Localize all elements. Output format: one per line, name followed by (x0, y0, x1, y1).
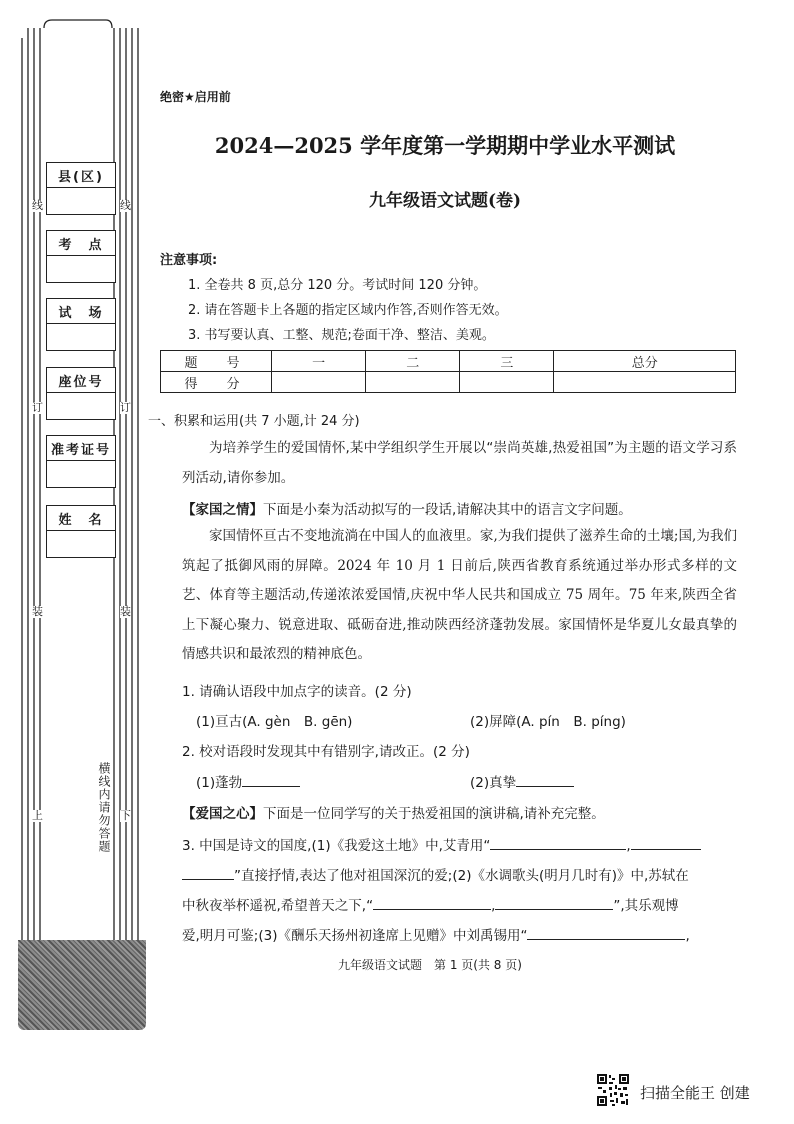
comma: , (685, 928, 690, 944)
seat-number-label: 座位号 (47, 368, 115, 393)
question-2-item-a (196, 771, 300, 791)
admission-number-field (46, 435, 116, 488)
name-field (46, 505, 116, 558)
comma: , (626, 838, 631, 854)
score-table (160, 350, 736, 393)
exam-room-field (46, 298, 116, 351)
part-2-text: 下面是一位同学写的关于热爱祖国的演讲稿,请补充完整。 (263, 806, 605, 822)
part-1-text: 下面是小秦为活动拟写的一段话,请解决其中的语言文字问题。 (263, 502, 632, 518)
comma: , (491, 898, 496, 914)
instruction-item: 2. 请在答题卡上各题的指定区域内作答,否则作答无效。 (188, 303, 508, 318)
mark-down: 下 (120, 809, 131, 822)
cut-mark-zhuang-left: 装 (32, 605, 43, 618)
question-1-option-a: (1)亘古(A. gèn B. gēn) (196, 714, 353, 730)
part-1-heading (182, 498, 632, 518)
instructions (160, 248, 508, 348)
scan-shadow (18, 940, 146, 1030)
exam-room-label: 试 场 (47, 299, 115, 324)
instructions-heading: 注意事项: (160, 253, 218, 268)
answer-blank[interactable] (182, 865, 234, 880)
question-3-text: ”直接抒情,表达了他对祖国深沉的爱;(2)《水调歌头(明月几时有)》中,苏轼在 (234, 868, 689, 884)
cut-mark-line-right: 线 (120, 199, 131, 212)
question-2-word-b: (2)真挚 (470, 775, 517, 791)
answer-blank[interactable] (490, 835, 626, 850)
cell-total: 总分 (554, 351, 736, 372)
instruction-item: 3. 书写要认真、工整、规范;卷面干净、整洁、美观。 (188, 328, 495, 343)
name-label: 姓 名 (47, 506, 115, 531)
question-3-line-4 (182, 924, 690, 944)
answer-blank[interactable] (516, 772, 574, 787)
scanner-watermark: 扫描全能王 创建 (640, 1084, 750, 1102)
cut-mark-ding-right: 订 (120, 401, 131, 414)
question-2-item-b (470, 771, 574, 791)
question-3-text: ”,其乐观博 (613, 898, 679, 914)
cell-score-2 (366, 372, 460, 393)
instruction-item: 1. 全卷共 8 页,总分 120 分。考试时间 120 分钟。 (188, 278, 487, 293)
cell-part-1: 一 (272, 351, 366, 372)
mark-up: 上 (32, 809, 43, 822)
cell-score-label: 得 分 (161, 372, 272, 393)
county-field (46, 162, 116, 215)
page-footer: 九年级语文试题 第 1 页(共 8 页) (338, 958, 522, 972)
question-3-line-3 (182, 894, 679, 914)
question-1: 1. 请确认语段中加点字的读音。(2 分) (182, 684, 412, 700)
exam-title: 2024—2025 学年度第一学期期中学业水平测试 (214, 133, 676, 158)
exam-subtitle: 九年级语文试题(卷) (368, 191, 522, 211)
cell-score-3 (460, 372, 554, 393)
part-2-title: 【爱国之心】 (182, 806, 263, 822)
cell-part-2: 二 (366, 351, 460, 372)
reading-passage: 家国情怀亘古不变地流淌在中国人的血液里。家,为我们提供了滋养生命的土壤;国,为我们筑起了抵御风雨的屏障。2024 年 10 月 1 日前后,陕西省教育系统通过举办形式多样的文艺、体育等主题活动,传递浓浓爱国情,庆祝中华人民共和国成立 75 周年。75 年来,陕西全省上下凝心聚力、锐意进取、砥砺奋进,推动陕西经济蓬勃发展。家国情怀是华夏儿女最真挚的情感共识和最浓烈的精神底色。 (182, 528, 737, 662)
score-table-header-row (161, 351, 736, 372)
answer-blank[interactable] (495, 895, 613, 910)
question-2: 2. 校对语段时发现其中有错别字,请改正。(2 分) (182, 744, 470, 760)
question-3-text: 中秋夜举杯遥祝,希望普天之下,“ (182, 898, 374, 914)
answer-blank[interactable] (373, 895, 491, 910)
question-3-line-1 (182, 834, 701, 854)
question-3-text: 爱,明月可鉴;(3)《酬乐天扬州初逢席上见赠》中刘禹锡用“ (182, 928, 528, 944)
cell-part-3: 三 (460, 351, 554, 372)
cell-score-total (554, 372, 736, 393)
cell-question-number: 题 号 (161, 351, 272, 372)
cut-mark-ding-left: 订 (32, 401, 43, 414)
part-2-heading (182, 802, 605, 822)
question-3-text: 3. 中国是诗文的国度,(1)《我爱这土地》中,艾青用“ (182, 838, 491, 854)
part-1-title: 【家国之情】 (182, 502, 263, 518)
answer-blank[interactable] (242, 772, 300, 787)
score-table-score-row (161, 372, 736, 393)
answer-blank[interactable] (631, 835, 701, 850)
section-intro: 为培养学生的爱国情怀,某中学组织学生开展以“崇尚英雄,热爱祖国”为主题的语文学习系列活动,请你参加。 (182, 440, 737, 486)
exam-site-label: 考 点 (47, 231, 115, 256)
cut-mark-zhuang-right: 装 (120, 605, 131, 618)
section-1-title: 一、积累和运用(共 7 小题,计 24 分) (148, 414, 360, 429)
cut-mark-line-left: 线 (32, 199, 43, 212)
question-3-line-2 (182, 864, 689, 884)
qr-code-icon (596, 1073, 630, 1107)
exam-site-field (46, 230, 116, 283)
cell-score-1 (272, 372, 366, 393)
answer-blank[interactable] (527, 925, 685, 940)
secret-label: 绝密★启用前 (160, 90, 231, 104)
admission-number-label: 准考证号 (47, 436, 115, 461)
question-1-option-b: (2)屏障(A. pín B. píng) (470, 714, 626, 730)
seat-number-field (46, 367, 116, 420)
question-2-word-a: (1)蓬勃 (196, 775, 243, 791)
county-label: 县(区) (47, 163, 115, 188)
no-answer-warning: 横线内请勿答题 (97, 762, 111, 853)
